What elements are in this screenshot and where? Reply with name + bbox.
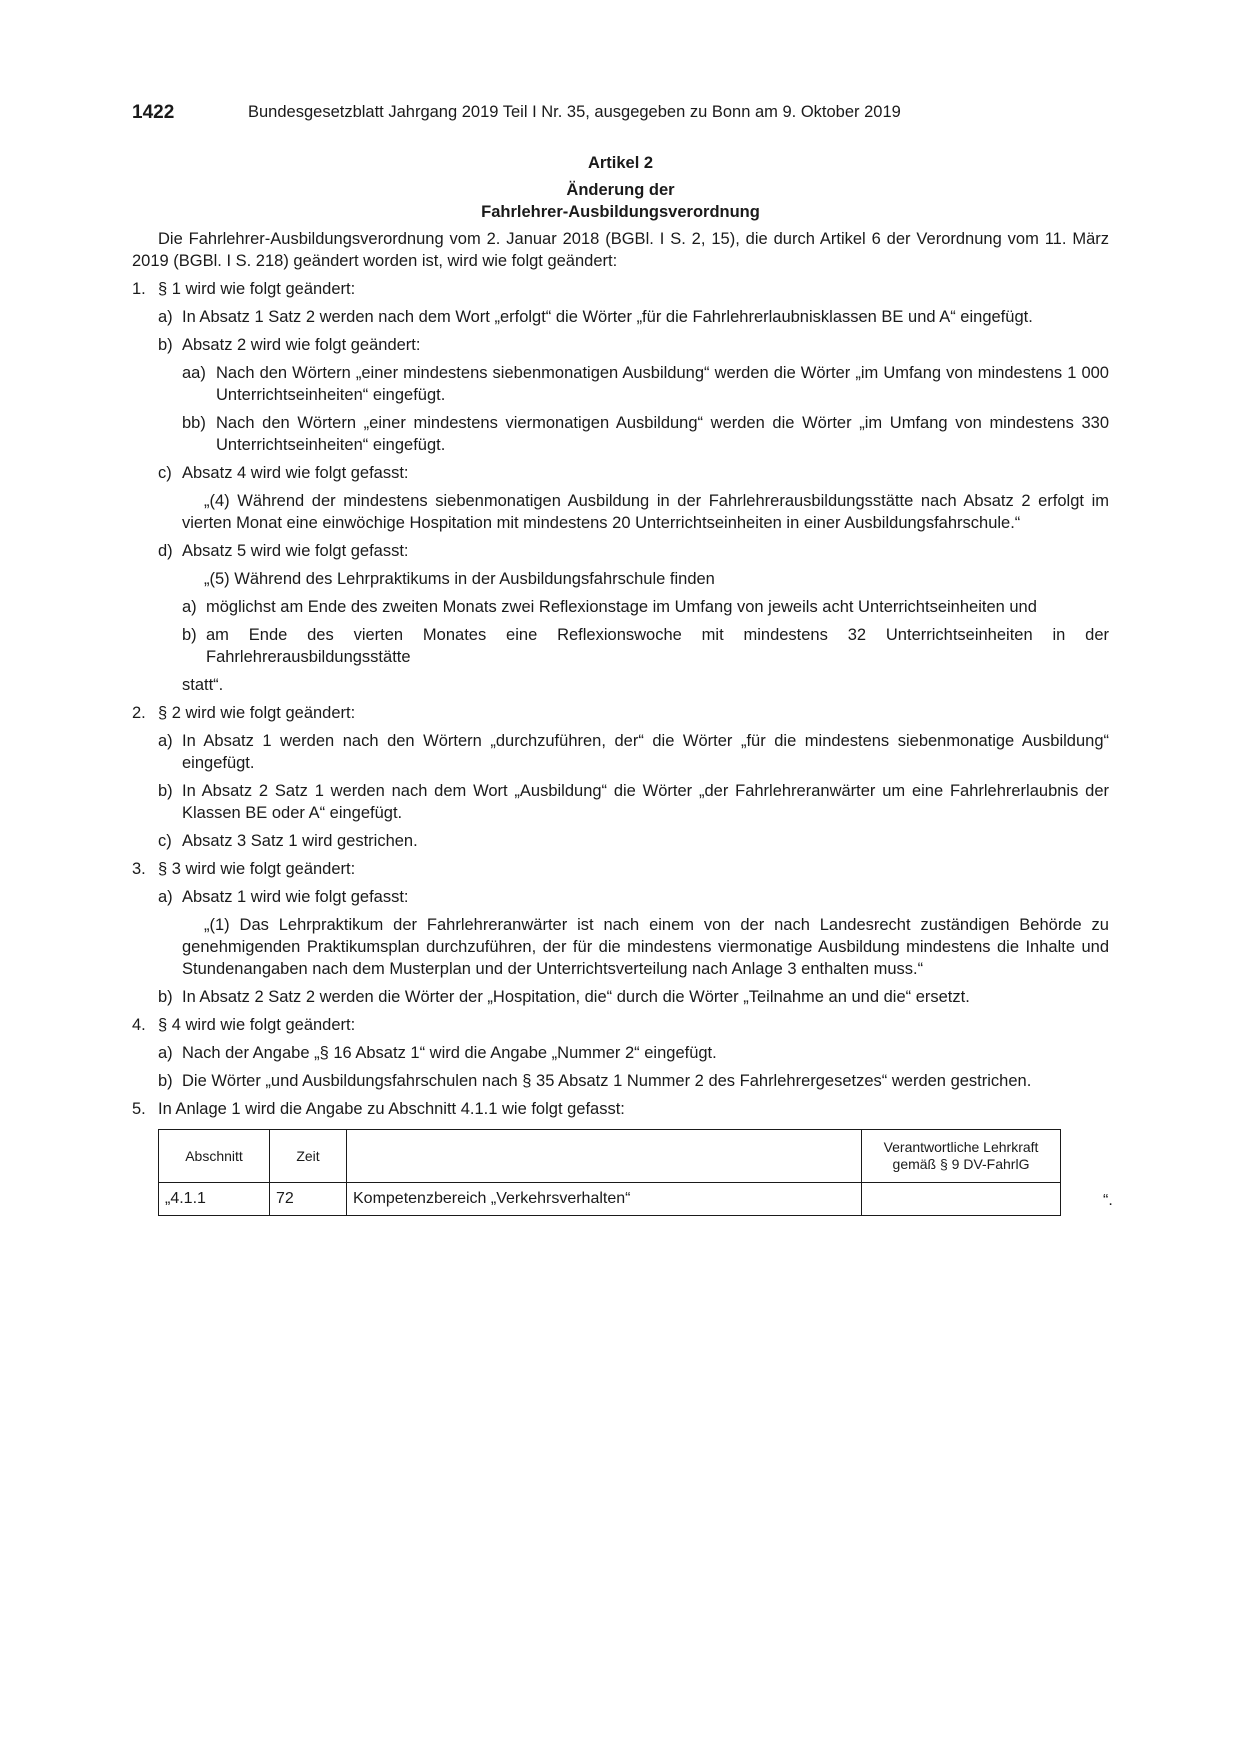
section-marker: 5. [132, 1100, 146, 1118]
section-1-b-aa [132, 362, 1109, 406]
section-text: § 1 wird wie folgt geändert: [158, 280, 356, 298]
quoted-text: „(4) Während der mindestens siebenmonatigen Ausbildung in der Fahrlehrerausbildungsstätte nach Absatz 2 erfolgt im vierten Monat eine einwöchige Hospitation mit mindestens 20 Unterrichtseinheiten in einer Ausbildungsfahrschule.“ [182, 492, 1109, 532]
annex-table [158, 1129, 1061, 1216]
item-text: In Absatz 1 werden nach den Wörtern „durchzuführen, der“ die Wörter „für die mindestens siebenmonatige Ausbildung“ eingefügt. [182, 732, 1109, 772]
page-number: 1422 [132, 102, 175, 123]
quoted-item-b [132, 624, 1109, 668]
subitem-text: Nach den Wörtern „einer mindestens viermonatigen Ausbildung“ werden die Wörter „im Umfang von mindestens 330 Unterrichtseinheiten“ eingefügt. [216, 414, 1109, 454]
item-marker: c) [158, 464, 172, 482]
item-text: Absatz 1 wird wie folgt gefasst: [182, 888, 409, 906]
item-marker: a) [158, 308, 173, 326]
item-marker: d) [158, 542, 173, 560]
item-text: Absatz 3 Satz 1 wird gestrichen. [182, 832, 418, 850]
section-marker: 2. [132, 704, 146, 722]
section-marker: 3. [132, 860, 146, 878]
column-header [347, 1130, 862, 1183]
section-1-b [132, 334, 1109, 356]
item-text: Absatz 2 wird wie folgt geändert: [182, 336, 421, 354]
table-cell: „4.1.1 [159, 1183, 270, 1216]
annex-table-wrapper [158, 1129, 1113, 1216]
section-marker: 4. [132, 1016, 146, 1034]
subitem-marker: aa) [182, 364, 206, 382]
quoted-closing: statt“. [182, 676, 224, 694]
section-3 [132, 858, 1109, 880]
quoted-text: „(5) Während des Lehrpraktikums in der Ausbildungsfahrschule finden [204, 570, 715, 588]
section-1-b-bb [132, 412, 1109, 456]
table-closing-quote: “. [1103, 1192, 1113, 1209]
item-marker: b) [182, 626, 197, 644]
section-text: § 3 wird wie folgt geändert: [158, 860, 356, 878]
item-marker: a) [158, 888, 173, 906]
table-cell: Kompetenzbereich „Verkehrsverhalten“ [347, 1183, 862, 1216]
item-marker: c) [158, 832, 172, 850]
item-text: am Ende des vierten Monates eine Reflexionswoche mit mindestens 32 Unterrichtseinheiten in der Fahrlehrerausbildungsstätte [206, 626, 1109, 666]
item-text: Die Wörter „und Ausbildungsfahrschulen nach § 35 Absatz 1 Nummer 2 des Fahrlehrergesetzes“ werden gestrichen. [182, 1072, 1032, 1090]
article-title-line1: Änderung der [566, 181, 675, 199]
section-text: § 2 wird wie folgt geändert: [158, 704, 356, 722]
item-text: In Absatz 2 Satz 2 werden die Wörter der „Hospitation, die“ durch die Wörter „Teilnahme an und die“ ersetzt. [182, 988, 970, 1006]
item-text: In Absatz 2 Satz 1 werden nach dem Wort „Ausbildung“ die Wörter „der Fahrlehreranwärter um eine Fahrlehrerlaubnis der Klassen BE oder A“ eingefügt. [182, 782, 1109, 822]
section-4 [132, 1014, 1109, 1036]
section-5 [132, 1098, 1109, 1120]
column-header: Abschnitt [159, 1130, 270, 1183]
section-text: In Anlage 1 wird die Angabe zu Abschnitt 4.1.1 wie folgt gefasst: [158, 1100, 625, 1118]
subitem-marker: bb) [182, 414, 206, 432]
item-marker: a) [158, 1044, 173, 1062]
item-text: Nach der Angabe „§ 16 Absatz 1“ wird die Angabe „Nummer 2“ eingefügt. [182, 1044, 717, 1062]
document-body [132, 152, 1113, 1216]
section-4-a [132, 1042, 1109, 1064]
table-row [159, 1183, 1061, 1216]
item-marker: b) [158, 1072, 173, 1090]
column-header: Verantwortliche Lehrkraft gemäß § 9 DV-FahrlG [862, 1130, 1061, 1183]
item-marker: a) [158, 732, 173, 750]
page-header [132, 102, 1109, 126]
section-text: § 4 wird wie folgt geändert: [158, 1016, 356, 1034]
section-4-b [132, 1070, 1109, 1092]
item-text: möglichst am Ende des zweiten Monats zwei Reflexionstage im Umfang von jeweils acht Unterrichtseinheiten und [206, 598, 1037, 616]
item-marker: b) [158, 782, 173, 800]
section-marker: 1. [132, 280, 146, 298]
section-2-b [132, 780, 1109, 824]
section-1-a [132, 306, 1109, 328]
item-marker: a) [182, 598, 197, 616]
quoted-text: „(1) Das Lehrpraktikum der Fahrlehreranwärter ist nach einem von der nach Landesrecht zuständigen Behörde zu genehmigenden Praktikumsplan durchzuführen, der für die mindestens viermonatige Ausbildung mindestens die Inhalte und Stundenangaben nach dem Musterplan und der Unterrichtsverteilung nach Anlage 3 enthalten muss.“ [182, 916, 1109, 978]
section-2 [132, 702, 1109, 724]
item-text: Absatz 4 wird wie folgt gefasst: [182, 464, 409, 482]
intro-paragraph: Die Fahrlehrer-Ausbildungsverordnung vom 2. Januar 2018 (BGBl. I S. 2, 15), die durch Artikel 6 der Verordnung vom 11. März 2019 (BGBl. I S. 218) geändert worden ist, wird wie folgt geändert: [132, 230, 1109, 270]
subitem-text: Nach den Wörtern „einer mindestens siebenmonatigen Ausbildung“ werden die Wörter „im Umfang von mindestens 1 000 Unterrichtseinheiten“ eingefügt. [216, 364, 1109, 404]
quoted-item-a [132, 596, 1109, 618]
section-1-c [132, 462, 1109, 484]
section-1 [132, 278, 1109, 300]
item-marker: b) [158, 336, 173, 354]
section-3-b [132, 986, 1109, 1008]
section-3-a [132, 886, 1109, 908]
table-cell [862, 1183, 1061, 1216]
item-marker: b) [158, 988, 173, 1006]
table-header-row [159, 1130, 1061, 1183]
table-cell: 72 [270, 1183, 347, 1216]
article-title-line2: Fahrlehrer-Ausbildungsverordnung [481, 203, 760, 221]
section-1-d [132, 540, 1109, 562]
column-header: Zeit [270, 1130, 347, 1183]
item-text: In Absatz 1 Satz 2 werden nach dem Wort „erfolgt“ die Wörter „für die Fahrlehrerlaubnisklassen BE und A“ eingefügt. [182, 308, 1033, 326]
section-2-a [132, 730, 1109, 774]
journal-title: Bundesgesetzblatt Jahrgang 2019 Teil I Nr. 35, ausgegeben zu Bonn am 9. Oktober 2019 [248, 103, 901, 121]
article-number: Artikel 2 [587, 154, 654, 172]
item-text: Absatz 5 wird wie folgt gefasst: [182, 542, 409, 560]
section-2-c [132, 830, 1109, 852]
